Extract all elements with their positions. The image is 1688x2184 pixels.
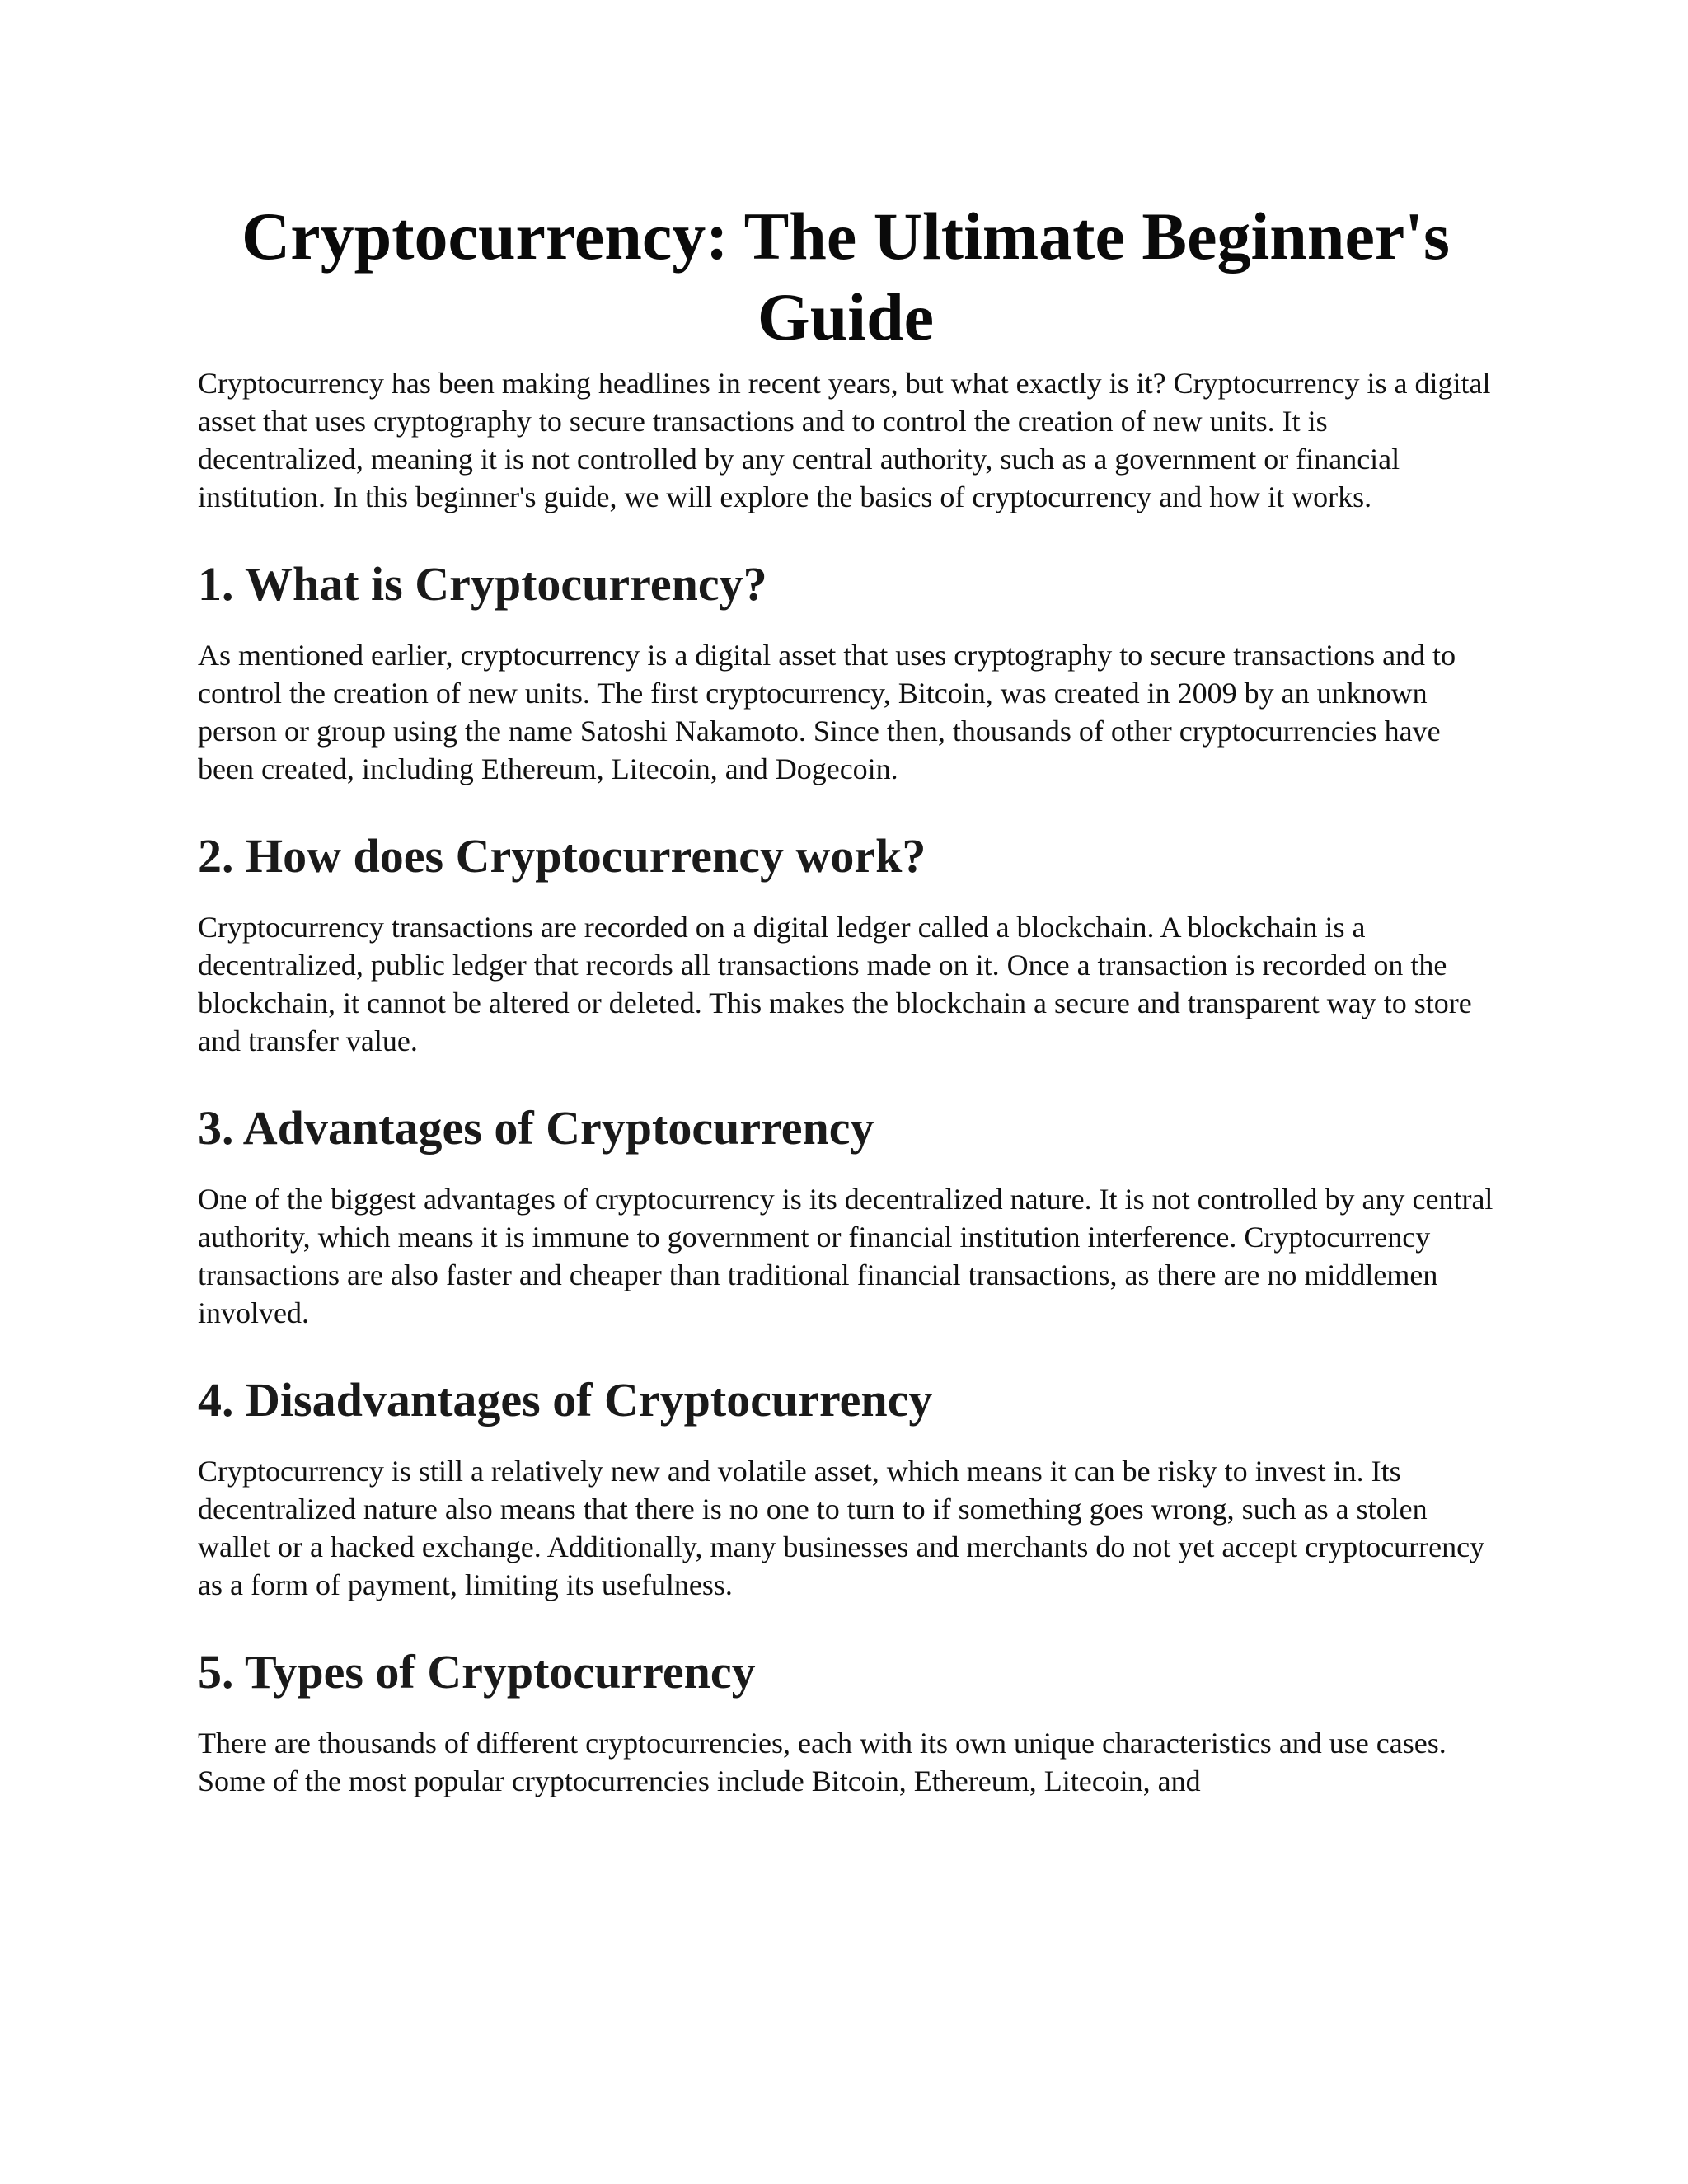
section-heading: 1. What is Cryptocurrency?: [198, 557, 767, 611]
section-what-is-cryptocurrency: [198, 555, 1493, 788]
section-types: [198, 1643, 1493, 1800]
intro-paragraph: Cryptocurrency has been making headlines in recent years, but what exactly is it? Cryptocurrency is a digital asset that uses cryptography to secure transactions and to control the creation of new units. It is decentralized, meaning it is not controlled by any central authority, such as a government or financial institution. In this beginner's guide, we will explore the basics of cryptocurrency and how it works.: [198, 367, 1491, 513]
section-how-it-works: [198, 827, 1493, 1060]
document-title: Cryptocurrency: The Ultimate Beginner's Guide: [241, 199, 1450, 354]
section-paragraph: Cryptocurrency transactions are recorded on a digital ledger called a blockchain. A blockchain is a decentralized, public ledger that records all transactions made on it. Once a transaction is recorded on the blockchain, it cannot be altered or deleted. This makes the blockchain a secure and transparent way to store and transfer value.: [198, 911, 1472, 1057]
section-paragraph: One of the biggest advantages of cryptocurrency is its decentralized nature. It is not controlled by any central authority, which means it is immune to government or financial institution interference. Cryptocurrency transactions are also faster and cheaper than traditional financial transactions, as there are no middlemen involved.: [198, 1183, 1493, 1329]
section-paragraph: Cryptocurrency is still a relatively new and volatile asset, which means it can be risky to invest in. Its decentralized nature also means that there is no one to turn to if something goes wrong, such as a stolen wallet or a hacked exchange. Additionally, many businesses and merchants do not yet accept cryptocurrency as a form of payment, limiting its usefulness.: [198, 1455, 1485, 1601]
section-heading: 4. Disadvantages of Cryptocurrency: [198, 1373, 933, 1427]
section-heading: 2. How does Cryptocurrency work?: [198, 829, 926, 883]
section-advantages: [198, 1099, 1493, 1332]
section-heading: 5. Types of Cryptocurrency: [198, 1645, 756, 1699]
section-paragraph: As mentioned earlier, cryptocurrency is a digital asset that uses cryptography to secure transactions and to control the creation of new units. The first cryptocurrency, Bitcoin, was created in 2009 by an unknown person or group using the name Satoshi Nakamoto. Since then, thousands of other cryptocurrencies have been created, including Ethereum, Litecoin, and Dogecoin.: [198, 639, 1456, 785]
document-content: [198, 196, 1493, 1800]
section-heading: 3. Advantages of Cryptocurrency: [198, 1101, 874, 1155]
section-paragraph: There are thousands of different cryptocurrencies, each with its own unique characteristics and use cases. Some of the most popular cryptocurrencies include Bitcoin, Ethereum, Litecoin, and: [198, 1727, 1447, 1797]
section-disadvantages: [198, 1371, 1493, 1604]
